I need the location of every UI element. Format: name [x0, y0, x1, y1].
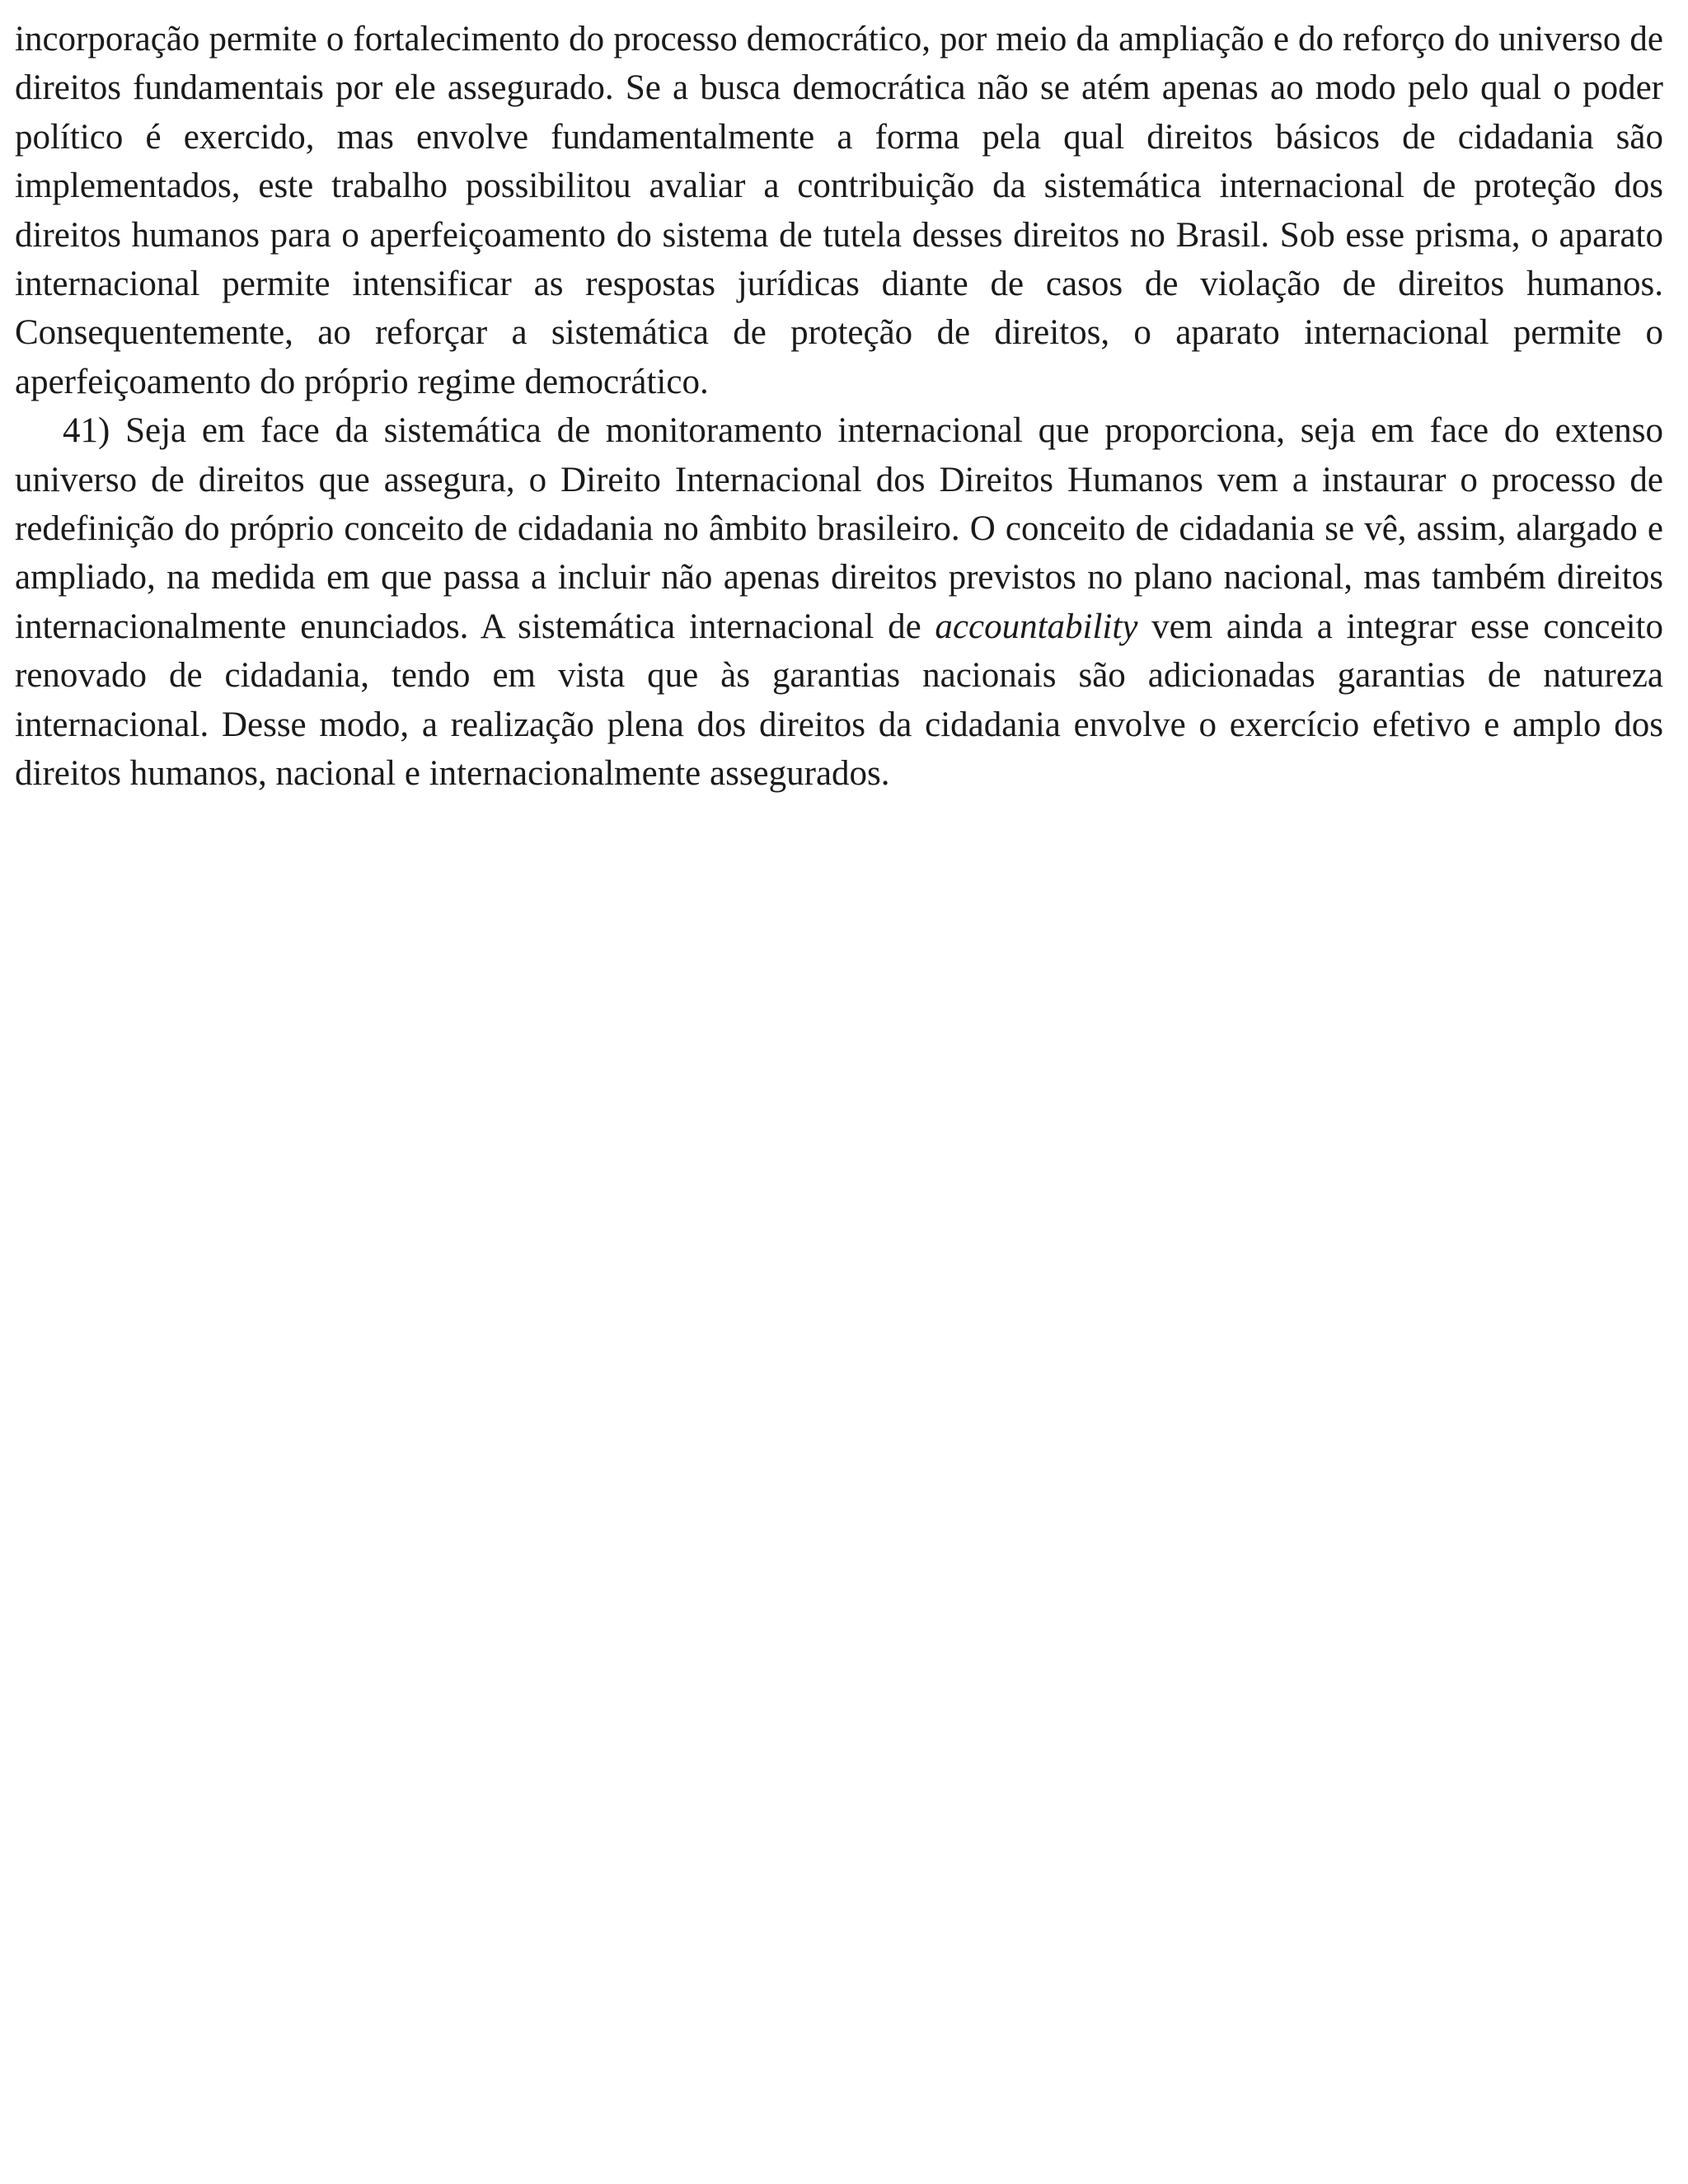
document-page	[15, 15, 1663, 799]
paragraph-41	[15, 406, 1663, 798]
paragraph-continuation: incorporação permite o fortalecimento do processo democrático, por meio da ampliação e do reforço do universo de direitos fundamentais por ele assegurado. Se a busca democrática não se atém apenas ao modo pelo qual o poder político é exercido, mas envolve fundamentalmente a forma pela qual direitos básicos de cidadania são implementados, este trabalho possibilitou avaliar a contribuição da sistemática internacional de proteção dos direitos humanos para o aperfeiçoamento do sistema de tutela desses direitos no Brasil. Sob esse prisma, o aparato internacional permite intensificar as respostas jurídicas diante de casos de violação de direitos humanos. Consequentemente, ao reforçar a sistemática de proteção de direitos, o aparato internacional permite o aperfeiçoamento do próprio regime democrático.	[15, 20, 1663, 401]
paragraph-41-text-start: 41) Seja em face da sistemática de monitoramento internacional que proporciona, seja em face do extenso universo de direitos que assegura, o Direito Internacional dos Direitos Humanos vem a instaurar o processo de redefinição do próprio conceito de cidadania no âmbito brasileiro. O conceito de cidadania se vê, assim, alargado e ampliado, na medida em que passa a incluir não apenas direitos previstos no plano nacional, mas também direitos internacionalmente enunciados. A sistemática internacional de	[15, 411, 1663, 646]
paragraph-41-text-end: vem ainda a integrar esse conceito renovado de cidadania, tendo em vista que às garantias nacionais são adicionadas garantias de natureza internacional. Desse modo, a realização plena dos direitos da cidadania envolve o exercício efetivo e amplo dos direitos humanos, nacional e internacionalmente assegurados.	[15, 607, 1663, 794]
italic-term-accountability: accountability	[935, 607, 1138, 646]
